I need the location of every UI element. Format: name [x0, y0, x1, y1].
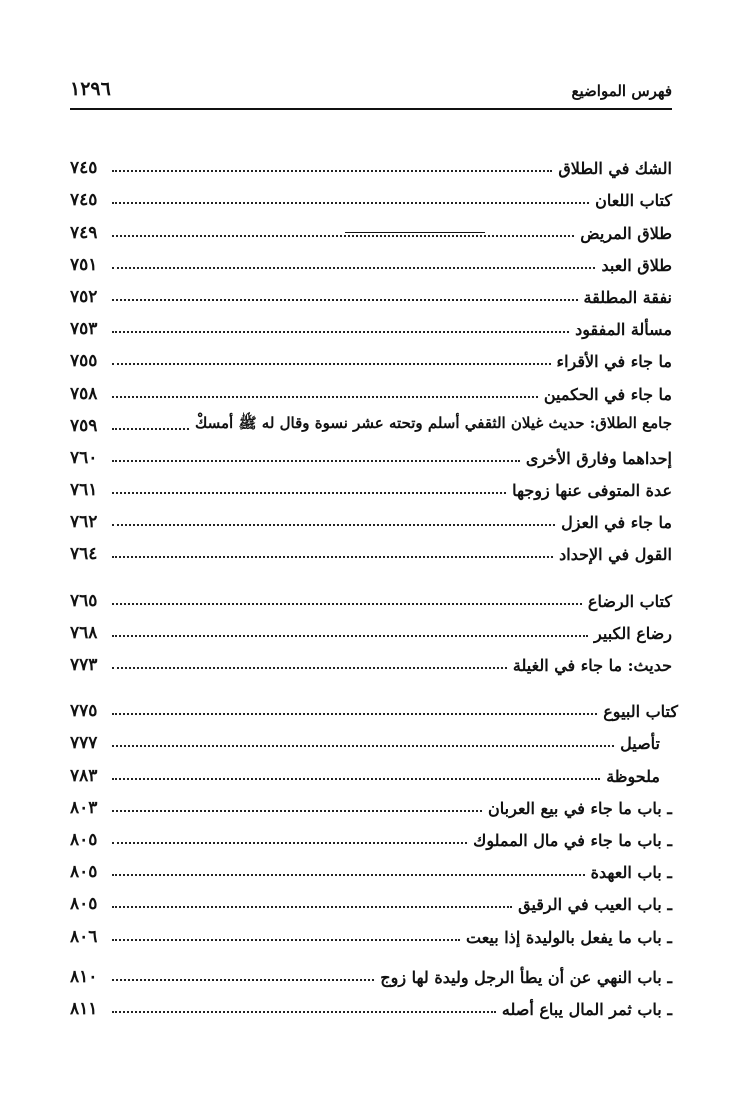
- toc-entry-page: ٧٦١: [70, 480, 98, 501]
- toc-entry: [70, 955, 672, 987]
- toc-entry-title: القول في الإحداد: [559, 545, 672, 565]
- toc-entry: [70, 643, 672, 675]
- toc-entry: [70, 307, 672, 339]
- toc-entry-title: ما جاء في الأقراء: [556, 352, 672, 372]
- table-of-contents: [70, 146, 678, 1019]
- dot-leader: [112, 428, 189, 430]
- toc-entry-page: ٧٦٤: [70, 544, 98, 565]
- toc-entry-title: ما جاء في العزل: [561, 513, 672, 533]
- toc-entry-title: ما جاء في الحكمين: [543, 384, 672, 404]
- toc-entry-page: ٧٥٩: [70, 415, 98, 436]
- toc-entry-title: حديث: ما جاء في الغيلة: [512, 656, 672, 675]
- toc-entry-title: ملحوظة: [606, 766, 660, 786]
- toc-entry-page: ٧٧٥: [70, 701, 98, 722]
- toc-entry: [70, 987, 672, 1019]
- toc-entry: [70, 243, 672, 275]
- dot-leader: [112, 939, 460, 941]
- toc-entry-title: الشك في الطلاق: [558, 159, 672, 179]
- toc-entry-page: ٨١٠: [70, 966, 98, 987]
- toc-entry-title: ـ باب العيب في الرقيق: [518, 895, 672, 915]
- dot-leader: [112, 202, 589, 204]
- toc-entry-title: طلاق العبد: [601, 255, 672, 275]
- dot-leader: [112, 906, 512, 908]
- toc-entry: [70, 882, 672, 914]
- toc-entry: [70, 914, 672, 946]
- dot-leader: [112, 235, 574, 237]
- dot-leader: [112, 396, 538, 398]
- toc-entry: [70, 371, 672, 403]
- dot-leader: [112, 745, 614, 747]
- dot-leader: [112, 778, 600, 780]
- toc-entry-title: ـ باب ما يفعل بالوليدة إذا بيعت: [465, 927, 672, 947]
- toc-entry-page: ٨٠٥: [70, 894, 98, 915]
- page-header: [70, 76, 672, 110]
- toc-entry-page: ٨٠٣: [70, 797, 98, 818]
- toc-entry-page: ٧٥٢: [70, 286, 98, 307]
- toc-entry: [70, 786, 672, 818]
- running-title: فهرس المواضيع: [571, 82, 672, 100]
- toc-entry-page: ٨٠٥: [70, 829, 98, 850]
- toc-entry-title: رضاع الكبير: [594, 623, 672, 643]
- toc-entry-title: إحداهما وفارق الأخرى: [525, 448, 672, 468]
- toc-entry: [70, 275, 672, 307]
- toc-entry-page: ٧٧٣: [70, 655, 98, 675]
- toc-entry-title: كتاب الرضاع: [587, 591, 672, 611]
- dot-leader: [112, 713, 597, 715]
- header-divider: [70, 108, 672, 110]
- toc-entry-page: ٧٧٧: [70, 733, 98, 754]
- toc-entry: [70, 436, 672, 468]
- dot-leader: [112, 979, 374, 981]
- toc-entry-page: ٨١١: [70, 998, 98, 1019]
- toc-entry: [70, 468, 672, 500]
- toc-entry: [70, 146, 672, 178]
- dot-leader: [112, 460, 520, 462]
- toc-entry-title: طلاق المريض: [580, 223, 672, 243]
- dot-leader: [112, 874, 585, 876]
- dot-leader: [112, 170, 552, 172]
- toc-entry-page: ٧٦٢: [70, 512, 98, 533]
- toc-entry-title: كتاب البيوع: [603, 702, 678, 722]
- toc-entry-title: مسألة المفقود: [575, 320, 672, 340]
- toc-entry-title: ـ باب ما جاء في بيع العربان: [488, 798, 672, 818]
- toc-entry-title: كتاب اللعان: [595, 191, 672, 211]
- dot-leader: [112, 331, 569, 333]
- toc-entry-title: ـ باب ما جاء في مال المملوك: [473, 830, 672, 850]
- toc-entry-page: ٧٨٣: [70, 765, 98, 786]
- toc-entry: [70, 500, 672, 532]
- toc-entry: [70, 721, 672, 753]
- toc-entry-page: ٧٦٨: [70, 622, 98, 643]
- toc-entry-title: ـ باب النهي عن أن يطأ الرجل وليدة لها زوج: [380, 967, 672, 987]
- toc-entry-title: تأصيل: [620, 734, 660, 754]
- toc-entry: [70, 753, 672, 785]
- toc-entry-page: ٧٦٠: [70, 447, 98, 468]
- dot-leader: [112, 842, 467, 844]
- page-number: ١٢٩٦: [70, 78, 111, 100]
- dot-leader: [112, 299, 578, 301]
- toc-entry-page: ٧٥١: [70, 254, 98, 275]
- toc-entry: [70, 532, 672, 564]
- toc-entry: [70, 611, 672, 643]
- dot-leader: [112, 667, 507, 669]
- dot-leader: [112, 1011, 496, 1013]
- toc-entry-page: ٧٥٣: [70, 319, 98, 340]
- dot-leader: [112, 363, 551, 365]
- toc-entry-title: ـ باب ثمر المال يباع أصله: [501, 999, 672, 1019]
- dot-leader: [112, 524, 555, 526]
- toc-entry-page: ٨٠٥: [70, 862, 98, 883]
- dot-leader: [112, 492, 506, 494]
- toc-entry: [70, 818, 672, 850]
- dot-leader: [112, 267, 595, 269]
- toc-entry: [70, 178, 672, 210]
- toc-entry: [70, 404, 672, 436]
- toc-entry-page: ٧٤٩: [70, 222, 98, 243]
- toc-entry: [70, 210, 672, 242]
- dot-leader: [112, 810, 482, 812]
- toc-entry-page: ٧٤٥: [70, 158, 98, 179]
- toc-entry-title: نفقة المطلقة: [583, 287, 672, 307]
- toc-entry: [70, 339, 672, 371]
- toc-entry-page: ٧٦٥: [70, 590, 98, 611]
- dot-leader: [112, 603, 582, 605]
- toc-entry: [70, 578, 672, 610]
- toc-entry-page: ٧٥٥: [70, 351, 98, 372]
- toc-entry-title: ـ باب العهدة: [590, 863, 672, 883]
- toc-entry-page: ٨٠٦: [70, 926, 98, 947]
- toc-entry-title: جامع الطلاق: حديث غيلان الثقفي أسلم وتحته عشر نسوة وقال له ﷺ أمسكْ: [195, 413, 672, 432]
- toc-entry: [70, 689, 678, 721]
- toc-entry-page: ٧٤٥: [70, 190, 98, 211]
- toc-entry: [70, 850, 672, 882]
- dot-leader: [112, 556, 553, 558]
- toc-entry-title: عدة المتوفى عنها زوجها: [512, 481, 672, 501]
- dot-leader: [112, 635, 588, 637]
- toc-entry-page: ٧٥٨: [70, 383, 98, 404]
